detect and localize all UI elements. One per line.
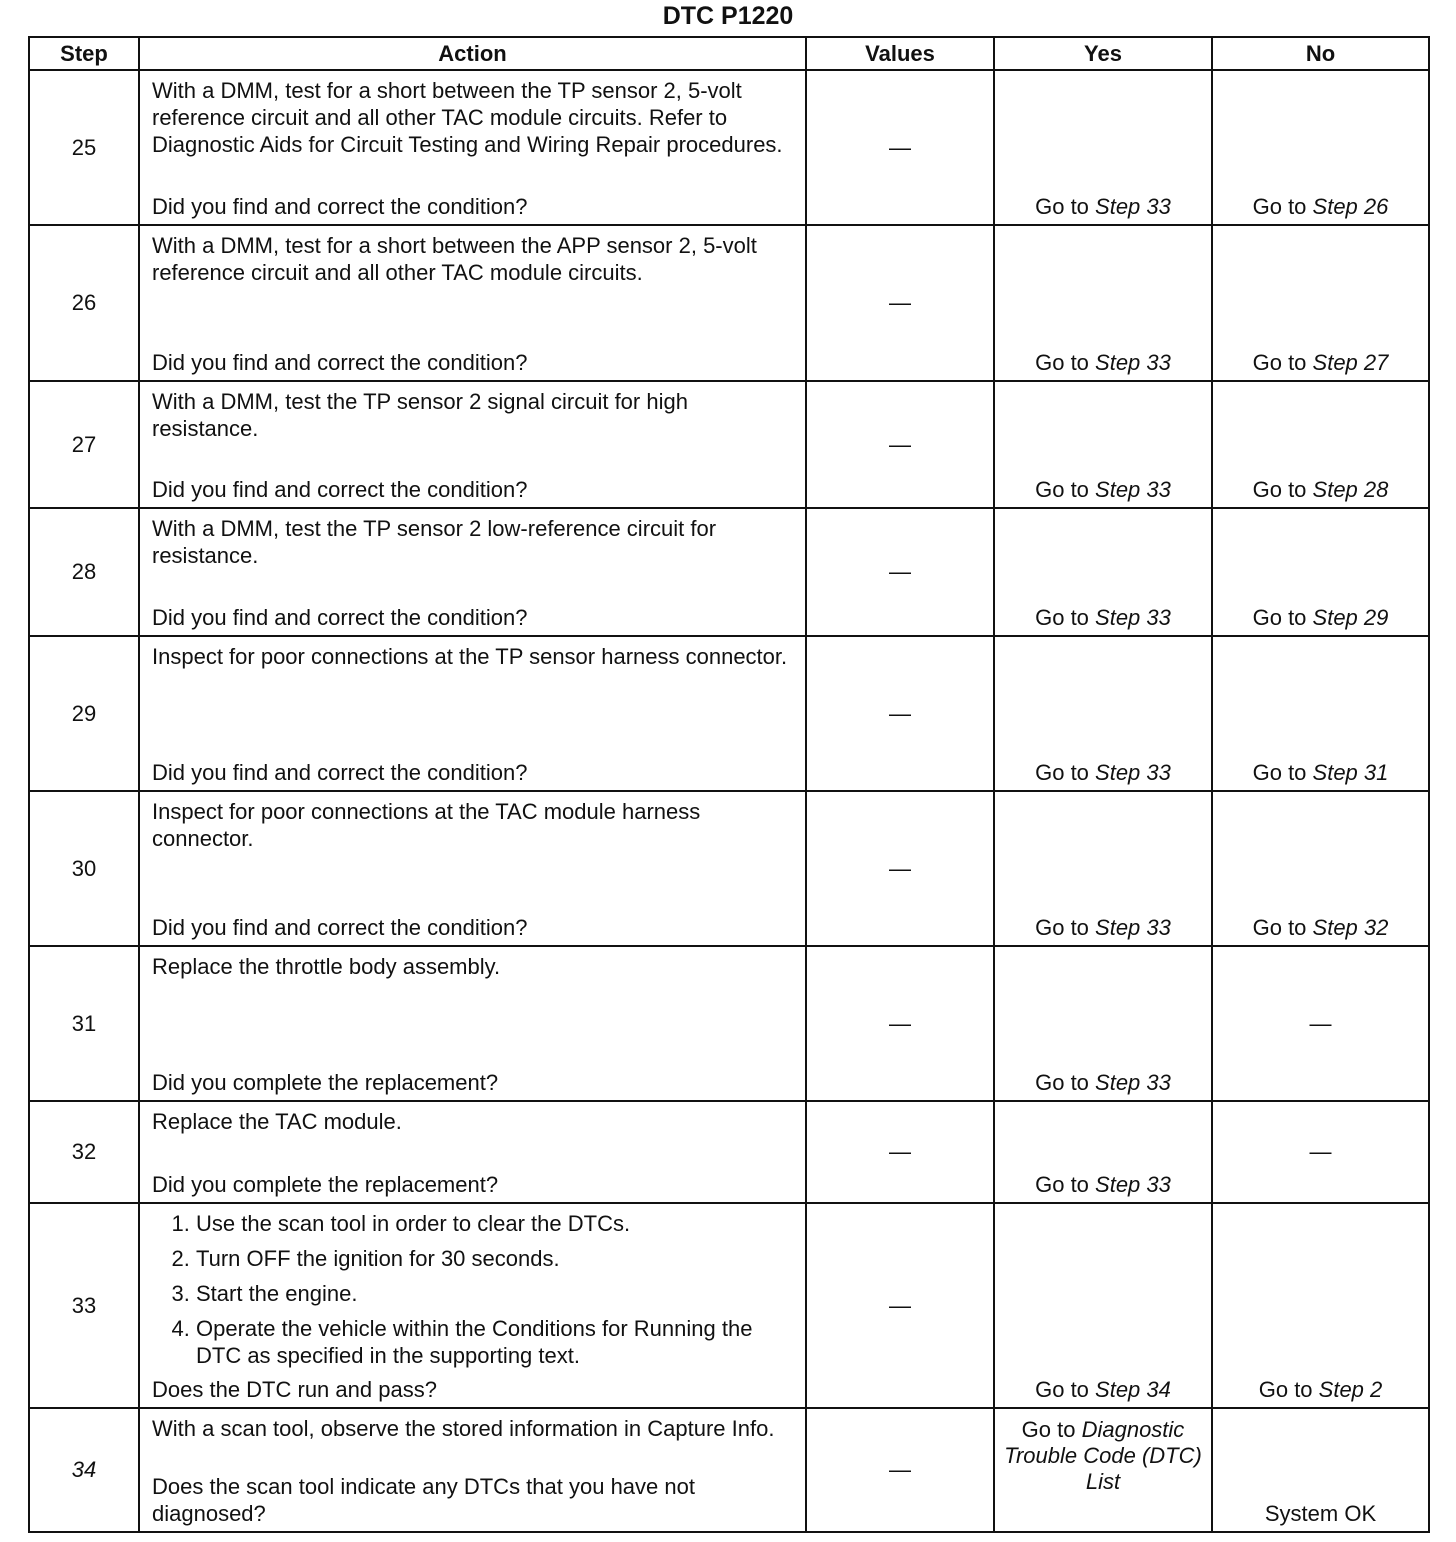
yes-goto-link[interactable] (995, 350, 1211, 376)
action-list-item: 1. Use the scan tool in order to clear the DTCs. (196, 1210, 795, 1237)
table-row (29, 508, 1429, 636)
action-cell (139, 1408, 806, 1532)
yes-cell (994, 381, 1212, 508)
action-list-item: 2. Turn OFF the ignition for 30 seconds. (196, 1245, 795, 1272)
action-instructions (152, 232, 795, 286)
yes-goto-link[interactable] (995, 915, 1211, 941)
action-text: Inspect for poor connections at the TP sensor harness connector. (152, 644, 788, 669)
step-number: 30 (29, 791, 139, 946)
goto-step-ref: Step 33 (1095, 1070, 1171, 1095)
no-cell (1212, 1408, 1429, 1532)
yes-goto-link[interactable] (995, 1172, 1211, 1198)
no-cell: — (1212, 1101, 1429, 1203)
no-content (1213, 637, 1428, 790)
action-question: Does the scan tool indicate any DTCs that you have not diagnosed? (152, 1474, 695, 1526)
table-row (29, 381, 1429, 508)
no-content (1213, 226, 1428, 380)
header-yes: Yes (994, 37, 1212, 70)
action-instructions (152, 1108, 795, 1135)
action-question: Did you find and correct the condition? (152, 915, 528, 940)
table-row (29, 1101, 1429, 1203)
action-cell (139, 70, 806, 225)
action-instructions (152, 515, 795, 569)
action-question: Did you find and correct the condition? (152, 194, 528, 219)
action-cell (139, 1203, 806, 1408)
goto-step-ref: Step 31 (1312, 760, 1389, 785)
table-row (29, 946, 1429, 1101)
goto-prefix: Go to (1035, 915, 1096, 940)
goto-step-ref: Step 33 (1095, 477, 1171, 502)
yes-cell (994, 791, 1212, 946)
header-step: Step (29, 37, 139, 70)
goto-prefix: Go to (1252, 350, 1313, 375)
action-cell (139, 636, 806, 791)
yes-content (995, 382, 1211, 507)
no-content (1213, 382, 1428, 507)
action-text: Inspect for poor connections at the TAC module harness connector. (152, 799, 701, 851)
action-content (140, 792, 805, 945)
step-number: 31 (29, 946, 139, 1101)
action-list (152, 1210, 795, 1369)
no-content (1213, 71, 1428, 224)
goto-step-ref: Step 26 (1312, 194, 1389, 219)
no-goto-link[interactable] (1213, 1377, 1428, 1403)
action-text: Replace the throttle body assembly. (152, 954, 501, 979)
yes-content (995, 792, 1211, 945)
yes-cell (994, 70, 1212, 225)
table-header-row (29, 37, 1429, 70)
goto-step-ref: Step 32 (1312, 915, 1389, 940)
goto-step-ref: Step 27 (1312, 350, 1389, 375)
yes-content (995, 1102, 1211, 1202)
step-number: 28 (29, 508, 139, 636)
action-cell (139, 1101, 806, 1203)
yes-cell (994, 636, 1212, 791)
table-row (29, 1408, 1429, 1532)
goto-prefix: Go to (1252, 760, 1313, 785)
table-row (29, 791, 1429, 946)
action-list-item: 4. Operate the vehicle within the Conditions for Running the DTC as specified in the supporting text. (196, 1315, 795, 1369)
action-instructions (152, 953, 795, 980)
action-instructions (152, 643, 795, 670)
no-cell (1212, 636, 1429, 791)
action-question: Did you find and correct the condition? (152, 350, 528, 375)
action-content (140, 947, 805, 1100)
values-cell: — (806, 946, 994, 1101)
goto-prefix: Go to (1252, 194, 1313, 219)
action-instructions (152, 77, 795, 158)
yes-content (995, 637, 1211, 790)
no-cell (1212, 225, 1429, 381)
goto-step-ref: Step 34 (1095, 1377, 1171, 1402)
no-cell (1212, 70, 1429, 225)
yes-content (995, 71, 1211, 224)
action-instructions (152, 798, 795, 852)
values-cell: — (806, 381, 994, 508)
goto-step-ref: Step 33 (1095, 194, 1171, 219)
action-content (140, 509, 805, 635)
action-text: With a DMM, test the TP sensor 2 signal circuit for high resistance. (152, 389, 688, 441)
action-content (140, 382, 805, 507)
values-cell: — (806, 1101, 994, 1203)
table-row (29, 225, 1429, 381)
goto-step-ref: Diagnostic Trouble Code (DTC) List (1004, 1417, 1202, 1494)
action-content (140, 226, 805, 380)
values-cell: — (806, 1408, 994, 1532)
yes-cell (994, 225, 1212, 381)
yes-content (995, 1409, 1211, 1531)
yes-cell (994, 1203, 1212, 1408)
yes-cell (994, 1408, 1212, 1532)
yes-content (995, 1204, 1211, 1407)
yes-cell (994, 508, 1212, 636)
values-cell: — (806, 70, 994, 225)
page-title: DTC P1220 (662, 2, 794, 30)
goto-step-ref: Step 29 (1312, 605, 1389, 630)
no-goto-link[interactable] (1213, 477, 1428, 503)
yes-goto-link[interactable] (995, 1417, 1211, 1495)
goto-step-ref: Step 33 (1095, 350, 1171, 375)
goto-prefix: Go to (1252, 605, 1313, 630)
goto-step-ref: Step 33 (1095, 760, 1171, 785)
no-cell (1212, 508, 1429, 636)
action-question: Does the DTC run and pass? (152, 1377, 437, 1402)
goto-step-ref: Step 33 (1095, 915, 1171, 940)
step-number: 32 (29, 1101, 139, 1203)
no-content (1213, 792, 1428, 945)
yes-goto-link[interactable] (995, 477, 1211, 503)
action-content (140, 1409, 805, 1531)
no-goto-link[interactable] (1213, 605, 1428, 631)
action-content (140, 1204, 805, 1407)
yes-goto-link[interactable] (995, 1377, 1211, 1403)
no-cell (1212, 791, 1429, 946)
table-row (29, 1203, 1429, 1408)
action-text: With a DMM, test for a short between the TP sensor 2, 5-volt reference circuit and all other TAC module circuits. Refer to Diagnostic Aids for Circuit Testing and Wiring Repair procedures. (152, 78, 783, 157)
yes-content (995, 947, 1211, 1100)
action-question: Did you complete the replacement? (152, 1172, 499, 1197)
step-number: 27 (29, 381, 139, 508)
action-cell (139, 946, 806, 1101)
values-cell: — (806, 1203, 994, 1408)
no-content (1213, 509, 1428, 635)
action-content (140, 637, 805, 790)
goto-prefix: Go to (1035, 760, 1096, 785)
no-content (1213, 1204, 1428, 1407)
yes-goto-link[interactable] (995, 194, 1211, 220)
table-row (29, 70, 1429, 225)
yes-goto-link[interactable] (995, 1070, 1211, 1096)
goto-prefix: Go to (1252, 477, 1313, 502)
diagnostic-table (28, 36, 1430, 1533)
goto-step-ref: Step 33 (1095, 1172, 1171, 1197)
action-text: With a DMM, test the TP sensor 2 low-reference circuit for resistance. (152, 516, 717, 568)
goto-prefix: Go to (1258, 1377, 1319, 1402)
action-content (140, 1102, 805, 1202)
no-cell (1212, 381, 1429, 508)
no-result-text: System OK (1264, 1501, 1377, 1526)
header-no: No (1212, 37, 1429, 70)
header-values: Values (806, 37, 994, 70)
yes-goto-link[interactable] (995, 605, 1211, 631)
step-number: 33 (29, 1203, 139, 1408)
no-content (1213, 1409, 1428, 1531)
goto-prefix: Go to (1252, 915, 1313, 940)
goto-prefix: Go to (1035, 477, 1096, 502)
header-action: Action (139, 37, 806, 70)
action-instructions (152, 1415, 795, 1442)
goto-prefix: Go to (1035, 350, 1096, 375)
action-text: Replace the TAC module. (152, 1109, 402, 1134)
no-goto-link[interactable] (1213, 760, 1428, 786)
table-row (29, 636, 1429, 791)
action-question: Did you find and correct the condition? (152, 605, 528, 630)
no-goto-link[interactable] (1213, 915, 1428, 941)
goto-prefix: Go to (1035, 194, 1096, 219)
action-cell (139, 381, 806, 508)
values-cell: — (806, 791, 994, 946)
step-number: 29 (29, 636, 139, 791)
no-cell (1212, 1203, 1429, 1408)
action-question: Did you complete the replacement? (152, 1070, 499, 1095)
values-cell: — (806, 636, 994, 791)
step-number: 26 (29, 225, 139, 381)
values-cell: — (806, 508, 994, 636)
step-number: 25 (29, 70, 139, 225)
step-number: 34 (29, 1408, 139, 1532)
goto-step-ref: Step 33 (1095, 605, 1171, 630)
action-cell (139, 508, 806, 636)
yes-cell (994, 946, 1212, 1101)
action-cell (139, 225, 806, 381)
yes-cell (994, 1101, 1212, 1203)
no-goto-link[interactable] (1213, 350, 1428, 376)
yes-content (995, 226, 1211, 380)
action-instructions (152, 388, 795, 442)
goto-prefix: Go to (1035, 605, 1096, 630)
action-instructions (152, 1210, 795, 1377)
no-goto-link[interactable] (1213, 194, 1428, 220)
yes-goto-link[interactable] (995, 760, 1211, 786)
goto-prefix: Go to (1035, 1377, 1096, 1402)
goto-prefix: Go to (1035, 1172, 1096, 1197)
action-list-item: 3. Start the engine. (196, 1280, 795, 1307)
goto-step-ref: Step 2 (1318, 1377, 1383, 1402)
action-content (140, 71, 805, 224)
goto-step-ref: Step 28 (1312, 477, 1389, 502)
yes-content (995, 509, 1211, 635)
no-cell: — (1212, 946, 1429, 1101)
goto-prefix: Go to (1035, 1070, 1096, 1095)
action-cell (139, 791, 806, 946)
action-text: With a scan tool, observe the stored information in Capture Info. (152, 1416, 775, 1441)
action-question: Did you find and correct the condition? (152, 760, 528, 785)
action-text: With a DMM, test for a short between the APP sensor 2, 5-volt reference circuit and all other TAC module circuits. (152, 233, 757, 285)
action-question: Did you find and correct the condition? (152, 477, 528, 502)
values-cell: — (806, 225, 994, 381)
goto-prefix: Go to (1021, 1417, 1082, 1442)
